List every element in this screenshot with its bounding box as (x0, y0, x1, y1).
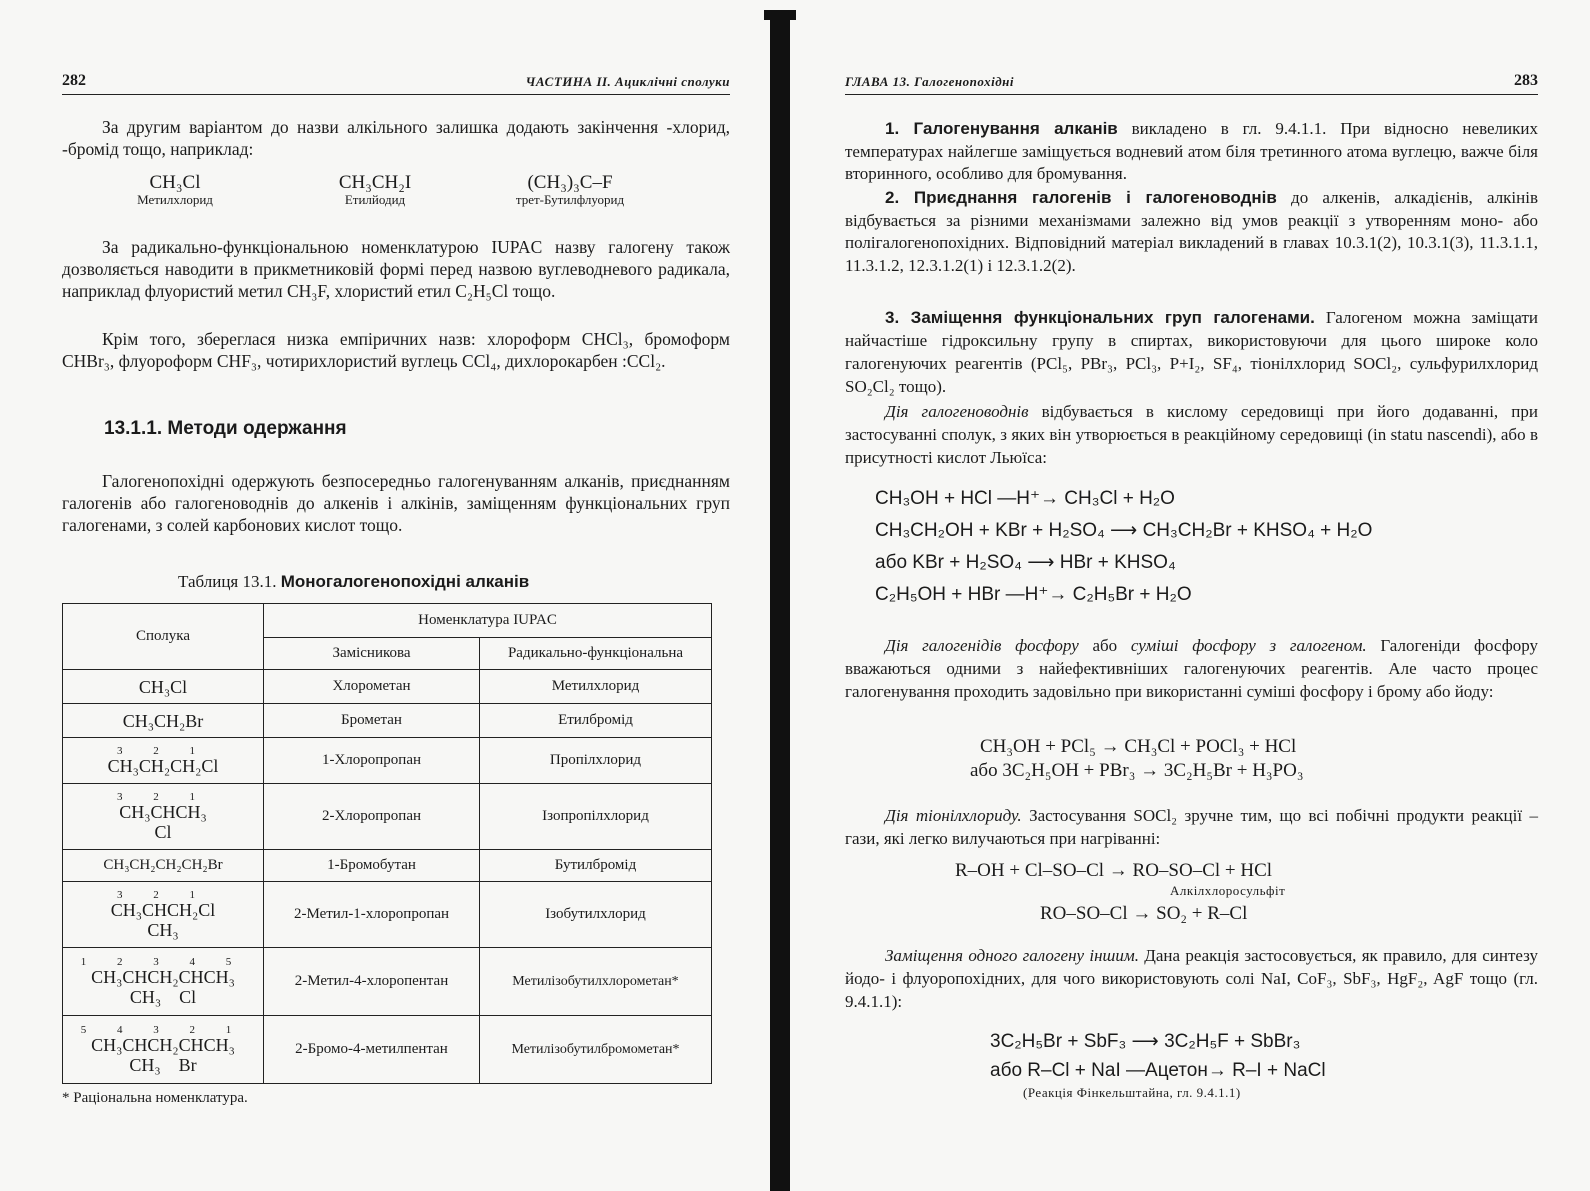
alkylchlorosulfite-label: Алкілхлоросульфіт (1170, 883, 1286, 898)
equation-pcl5: CH₃OH + PCl₅ → CH₃Cl + POCl₃ + HCl (980, 736, 1297, 757)
book-spine-shadow (770, 10, 790, 1191)
right-page-running-title: ГЛАВА 13. Галогенопохідні (845, 74, 1014, 89)
equation-hcl: CH₃OH + HCl —H⁺→ CH₃Cl + H₂O (875, 488, 1175, 509)
right-page-number: 283 (1514, 72, 1538, 89)
right-paragraph-6: Дія тіонілхлориду. Застосування SOCl₂ зручне тим, що всі побічні продукти реакції – гази, які легко вилучаються при нагріванні: (845, 806, 1538, 848)
left-page-running-title: ЧАСТИНА II. Ациклічні сполуки (525, 74, 730, 89)
table-caption: Таблиця 13.1. Моногалогенопохідні алканів (178, 572, 530, 591)
left-page-header (62, 72, 730, 95)
table-footnote: * Раціональна номенклатура. (62, 1090, 248, 1106)
table-row: 1 2 3 4 5 CH₃CHCH₂CHCH₃ CH₃ Cl 2-Метил-4-хлоропентан Метилізобутилхлорометан* (63, 948, 712, 1016)
equation-pbr3: або 3C₂H₅OH + PBr₃ → 3C₂H₅Br + H₃PO₃ (970, 760, 1304, 781)
table-row: CH₃CH₂Br Брометан Етилбромід (63, 704, 712, 738)
table-row: 3 2 1 CH₃CH₂CH₂Cl 1-Хлоропропан Пропілхлорид (63, 738, 712, 784)
equation-hbr: C₂H₅OH + HBr —H⁺→ C₂H₅Br + H₂O (875, 584, 1192, 605)
header-compound: Сполука (63, 604, 264, 670)
table-row: 3 2 1 CH₃CHCH₂Cl CH₃ 2-Метил-1-хлоропропан Ізобутилхлорид (63, 882, 712, 948)
left-paragraph-4: Галогенопохідні одержують безпосередньо галогенуванням алканів, приєднанням галогенів або галогеноводнів до алкенів і алкінів, заміщенням функціональних груп галогенами, з солей карбонових кислот тощо. (62, 471, 730, 535)
left-paragraph-3: Крім того, збереглася низка емпіричних назв: хлороформ CHCl₃, бромоформ CHBr₃, флуороформ CHF₃, чотирихлористий вуглець CCl₄, дихлорокарбен :CCl₂. (62, 329, 730, 371)
left-paragraph-1: За другим варіантом до назви алкільного залишка додають закінчення -хлорид, -бромід тощо, наприклад: (62, 117, 730, 159)
left-paragraph-2: За радикально-функціональною номенклатурою IUPAC назву галогену також дозволяється наводити в прикметниковій формі перед назвою вуглеводневого радикала, наприклад флуористий метил CH₃F, хлористий етил C₂H₅Cl тощо. (62, 237, 730, 301)
left-page (0, 0, 770, 1191)
finkelstein-note: (Реакція Фінкельштайна, гл. 9.4.1.1) (1023, 1085, 1241, 1100)
section-heading: 13.1.1. Методи одержання (104, 418, 347, 439)
example-1: CH₃Cl Метилхлорид (137, 172, 213, 207)
example-2: CH₃CH₂I Етилйодид (338, 172, 412, 207)
equation-so2: RO–SO–Cl → SO₂ + R–Cl (1040, 903, 1248, 924)
right-paragraph-3: 3. Заміщення функціональних груп галогенами. Галогеном можна заміщати найчастіше гідроксильну групу в спиртах, використовуючи для цього широке коло галогенуючих реагентів (PCl₅, PBr₃, PCl₃, P+I₂, SF₄, тіонілхлорид SOCl₂, сульфурилхлорид SO₂Cl₂ тощо). (845, 308, 1538, 396)
right-paragraph-1: 1. Галогенування алканів викладено в гл. 9.4.1.1. При відносно невеликих температурах найлегше заміщується водневий атом біля третинного атома вуглецю, важче біля вторинного, особливо для бромування. (845, 119, 1538, 183)
table-row: CH₃Cl Хлорометан Метилхлорид (63, 670, 712, 704)
right-paragraph-7: Заміщення одного галогену іншим. Дана реакція застосовується, як правило, для синтезу йодо- і флуоропохідних, для чого використовують солі NaI, CoF₃, SbF₃, HgF₂, AgF тощо (гл. 9.4.1.1): (845, 946, 1538, 1011)
equation-socl2: R–OH + Cl–SO–Cl → RO–SO–Cl + HCl (955, 860, 1273, 881)
equation-kbr-alt: або KBr + H₂SO₄ ⟶ HBr + KHSO₄ (875, 552, 1176, 573)
header-substitutive: Замісникова (264, 638, 480, 670)
equation-sbf3: 3C₂H₅Br + SbF₃ ⟶ 3C₂H₅F + SbBr₃ (990, 1031, 1301, 1052)
example-3: (CH₃)₃C–F трет-Бутилфлуорид (515, 172, 625, 207)
left-page-number: 282 (62, 72, 86, 89)
equation-finkelstein: або R–Cl + NaI —Ацетон→ R–I + NaCl (990, 1060, 1326, 1081)
table-row: CH₃CH₂CH₂CH₂Br 1-Бромобутан Бутилбромід (63, 850, 712, 882)
header-radical: Радикально-функціональна (480, 638, 712, 670)
header-iupac: Номенклатура IUPAC (264, 604, 712, 638)
right-paragraph-5: Дія галогенідів фосфору або суміші фосфору з галогеном. Галогеніди фосфору вважаються одними з найефективніших галогенуючих реагентів. Але часто процес галогенування проходить задовільно при використанні суміші фосфору і брому або йоду: (845, 636, 1538, 701)
haloalkanes-table (62, 603, 712, 1084)
right-page-header (845, 72, 1538, 95)
right-paragraph-4: Дія галогеноводнів відбувається в кислому середовищі при його додаванні, при застосуванні сполук, з яких він утворюється в реакційному середовищі (in statu nascendi), або в присутності кислот Льюїса: (845, 402, 1538, 467)
right-paragraph-2: 2. Приєднання галогенів і галогеноводнів до алкенів, алкадієнів, алкінів відбувається за різними механізмами залежно від умов реакції з утворенням моно- або полігалогенопохідних. Відповідний матеріал викладений в главах 10.3.1(2), 10.3.1(3), 11.3.1.1, 11.3.1.2, 12.3.1.2(1) і 12.3.1.2(2). (845, 188, 1539, 275)
table-row: 3 2 1 CH₃CHCH₃ Cl 2-Хлоропропан Ізопропілхлорид (63, 784, 712, 850)
equation-kbr: CH₃CH₂OH + KBr + H₂SO₄ ⟶ CH₃CH₂Br + KHSO₄ + H₂O (875, 520, 1373, 541)
right-page (790, 0, 1590, 1191)
table-row: 5 4 3 2 1 CH₃CHCH₂CHCH₃ CH₃ Br 2-Бромо-4-метилпентан Метилізобутилбромометан* (63, 1016, 712, 1084)
